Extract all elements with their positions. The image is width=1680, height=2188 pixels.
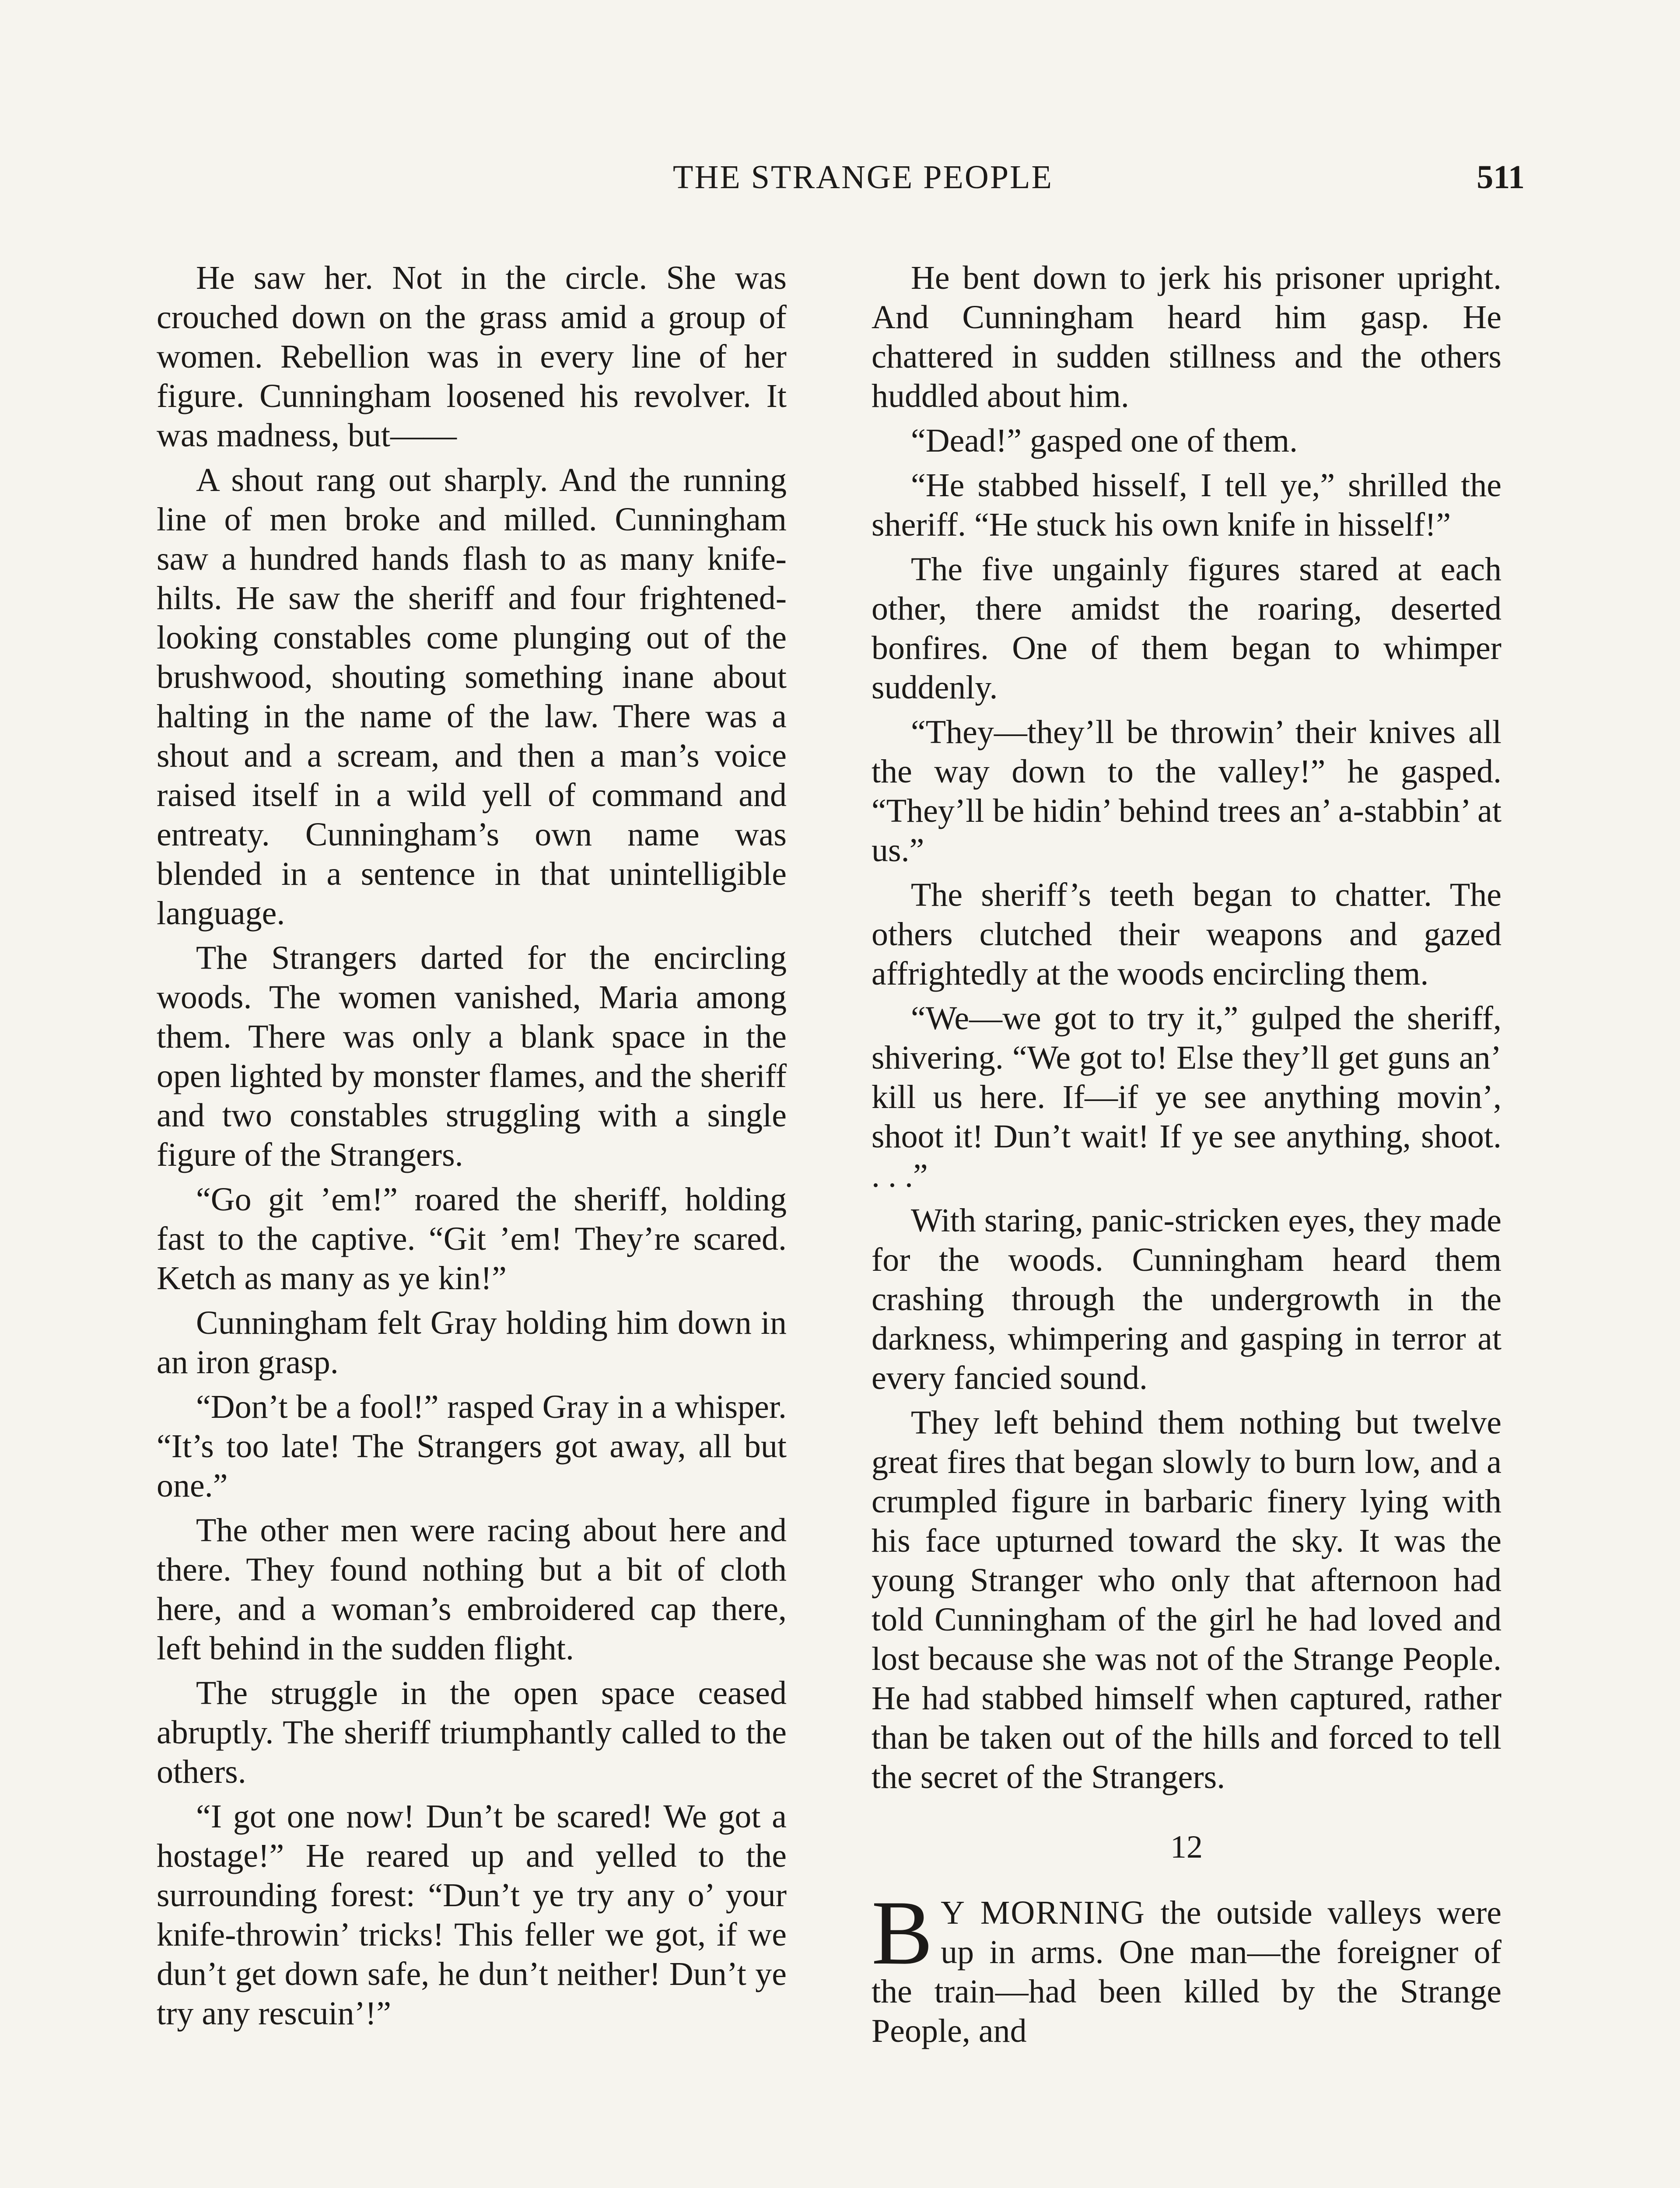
paragraph: Cunningham felt Gray holding him down in an iron grasp. xyxy=(157,1304,787,1381)
paragraph: The struggle in the open space ceased abruptly. The sheriff triumphantly called to the others. xyxy=(157,1675,787,1790)
paragraph: The Strangers darted for the encircling woods. The women vanished, Maria among them. There was only a blank space in the open lighted by monster flames, and the sheriff and two constables struggling with a single figure of the Strangers. xyxy=(157,940,787,1173)
paragraph: “They—they’ll be throwin’ their knives all the way down to the valley!” he gasped. “They’ll be hidin’ behind trees an’ a-stabbin’ at us.” xyxy=(872,714,1502,869)
paragraph: The five ungainly figures stared at each other, there amidst the roaring, deserted bonfires. One of them began to whimper suddenly. xyxy=(872,551,1502,706)
paragraph: “I got one now! Dun’t be scared! We got a hostage!” He reared up and yelled to the surrounding forest: “Dun’t ye try any o’ your knife-throwin’ tricks! This feller we got, if we dun’t get down safe, he dun’t neither! Dun’t ye try any rescuin’!” xyxy=(157,1798,787,2032)
paragraph: The other men were racing about here and there. They found nothing but a bit of cloth here, and a woman’s embroidered cap there, left behind in the sudden flight. xyxy=(157,1512,787,1667)
paragraph: “Don’t be a fool!” rasped Gray in a whisper. “It’s too late! The Strangers got away, all but one.” xyxy=(157,1389,787,1504)
paragraph: “He stabbed hisself, I tell ye,” shrilled the sheriff. “He stuck his own knife in hisself!” xyxy=(872,467,1502,543)
running-title: THE STRANGE PEOPLE xyxy=(673,159,1053,196)
paragraph: “Dead!” gasped one of them. xyxy=(911,422,1298,459)
section-number: 12 xyxy=(1170,1829,1203,1865)
paragraph: With staring, panic-stricken eyes, they made for the woods. Cunningham heard them crashing through the undergrowth in the darkness, whimpering and gasping in terror at every fancied sound. xyxy=(872,1202,1502,1396)
paragraph: A shout rang out sharply. And the running line of men broke and milled. Cunningham saw a hundred hands flash to as many knife-hilts. He saw the sheriff and four frightened-looking constables come plunging out of the brushwood, shouting something inane about halting in the name of the law. There was a shout and a scream, and then a man’s voice raised itself in a wild yell of command and entreaty. Cunningham’s own name was blended in a sentence in that unintelligible language. xyxy=(157,462,787,932)
paragraph: “We—we got to try it,” gulped the sheriff, shivering. “We got to! Else they’ll get guns an’ kill us here. If—if ye see anything movin’, shoot it! Dun’t wait! If ye see anything, shoot. . . .” xyxy=(872,1000,1502,1194)
section-opening-paragraph xyxy=(872,1882,1502,2051)
paragraph: The sheriff’s teeth began to chatter. The others clutched their weapons and gazed affrightedly at the woods encircling them. xyxy=(872,877,1502,992)
page-number: 511 xyxy=(1477,159,1525,196)
paragraph: They left behind them nothing but twelve great fires that began slowly to burn low, and a crumpled figure in barbaric finery lying with his face upturned toward the sky. It was the young Stranger who only that afternoon had told Cunningham of the girl he had loved and lost because she was not of the Strange People. He had stabbed himself when captured, rather than be taken out of the hills and forced to tell the secret of the Strangers. xyxy=(872,1404,1502,1795)
small-caps-lead: Y MORNING xyxy=(941,1894,1145,1931)
drop-cap: B xyxy=(872,1882,933,1984)
right-column xyxy=(872,258,1502,2056)
left-column xyxy=(157,258,787,2038)
paragraph: He saw her. Not in the circle. She was crouched down on the grass amid a group of women. Rebellion was in every line of her figure. Cunningham loosened his revolver. It was madness, but—— xyxy=(157,259,787,454)
paragraph: “Go git ’em!” roared the sheriff, holding fast to the captive. “Git ’em! They’re scared. Ketch as many as ye kin!” xyxy=(157,1181,787,1297)
page-header xyxy=(201,158,1525,207)
paragraph-text: the outside valleys were up in arms. One man—the foreigner of the train—had been killed by the Strange People, and xyxy=(872,1894,1502,2049)
paragraph: He bent down to jerk his prisoner upright. And Cunningham heard him gasp. He chattered in sudden stillness and the others huddled about him. xyxy=(872,259,1502,414)
